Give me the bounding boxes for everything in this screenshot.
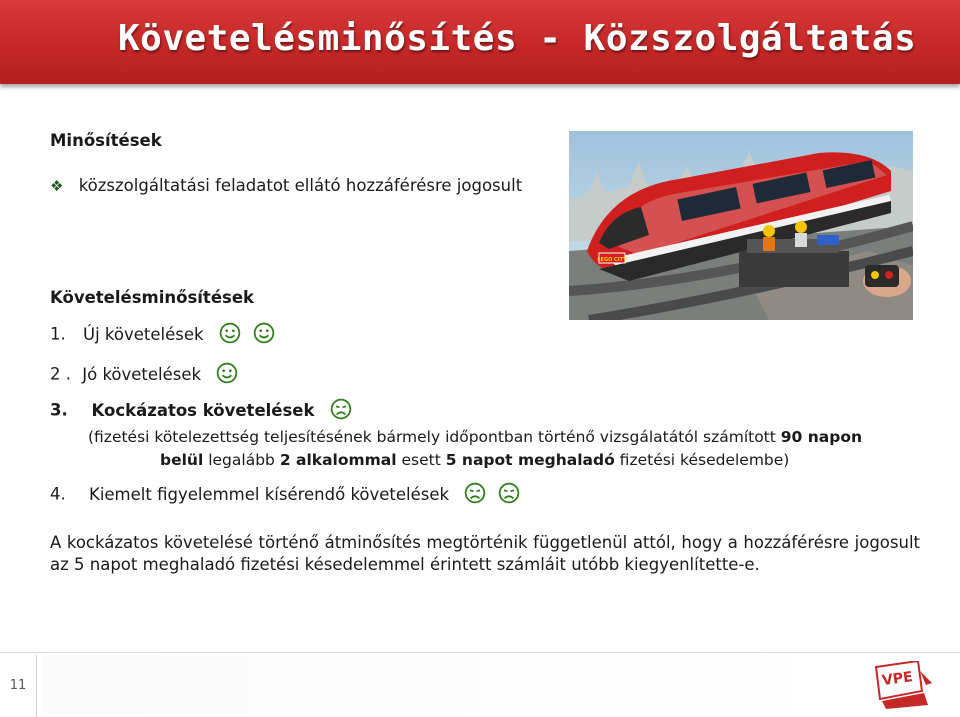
list-label: Új követelések <box>83 324 204 344</box>
note-text: (fizetési kötelezettség teljesítésének bármely időpontban történő vizsgálatától számított <box>88 428 781 446</box>
face-group <box>454 485 520 504</box>
list-item-kockazatos <box>50 398 352 424</box>
lego-train-image <box>569 131 913 320</box>
smiley-face-icon <box>253 322 275 348</box>
list-label: Kockázatos követelések <box>91 400 315 420</box>
footer-band <box>42 655 842 713</box>
note-text: fizetési késedelembe) <box>614 451 790 469</box>
note-bold: 2 alkalommal <box>279 451 397 469</box>
summary-paragraph <box>50 532 920 576</box>
title-bar <box>0 0 960 84</box>
list-label: Kiemelt figyelemmel kísérendő követelések <box>89 484 450 504</box>
bullet-item <box>50 176 522 195</box>
page-title: Követelésminősítés - Közszolgáltatás <box>118 18 917 59</box>
note-bold: 90 napon <box>780 428 863 446</box>
footer-divider <box>0 652 960 653</box>
sad-face-icon <box>330 398 352 424</box>
smiley-face-icon <box>216 362 238 388</box>
list-item-jo <box>50 362 238 388</box>
vpe-logo-text: VPE <box>881 668 914 690</box>
lego-city-logo: LEGO CITY <box>597 257 627 263</box>
list-label: Jó követelések <box>82 364 202 384</box>
list-item-kiemelt <box>50 482 520 508</box>
list-number: 1. <box>50 324 66 344</box>
paragraph-text: A kockázatos követelésé történő átminősítés megtörténik függetlenül attól, hogy a hozzáférésre jogosult az 5 napot meghaladó fizetési késedelemmel érintett számláit utóbb kiegyenlítette-e. <box>50 533 920 574</box>
face-group <box>206 365 238 384</box>
list-number: 4. <box>50 484 66 504</box>
note-text: esett <box>396 451 446 469</box>
note-text: legalább <box>203 451 280 469</box>
section-heading-minositesek: Minősítések <box>50 131 162 150</box>
list-number: 3. <box>50 400 68 420</box>
sad-face-icon <box>464 482 486 508</box>
section-heading-kovetelesminositesek: Követelésminősítések <box>50 288 254 307</box>
note-bold: 5 napot meghaladó <box>445 451 615 469</box>
list-number: 2 . <box>50 364 71 384</box>
face-group <box>320 401 352 420</box>
smiley-face-icon <box>219 322 241 348</box>
sad-face-icon <box>498 482 520 508</box>
face-group <box>209 325 275 344</box>
diamond-bullet-icon: ❖ <box>50 177 64 195</box>
note-bold: belül <box>160 451 204 469</box>
bullet-text: közszolgáltatási feladatot ellátó hozzáférésre jogosult <box>78 176 523 195</box>
vpe-logo <box>872 661 934 709</box>
kockazatos-note-line2 <box>160 451 789 469</box>
kockazatos-note-line1 <box>88 428 862 446</box>
page-number: 11 <box>0 655 37 717</box>
list-item-uj <box>50 322 275 348</box>
